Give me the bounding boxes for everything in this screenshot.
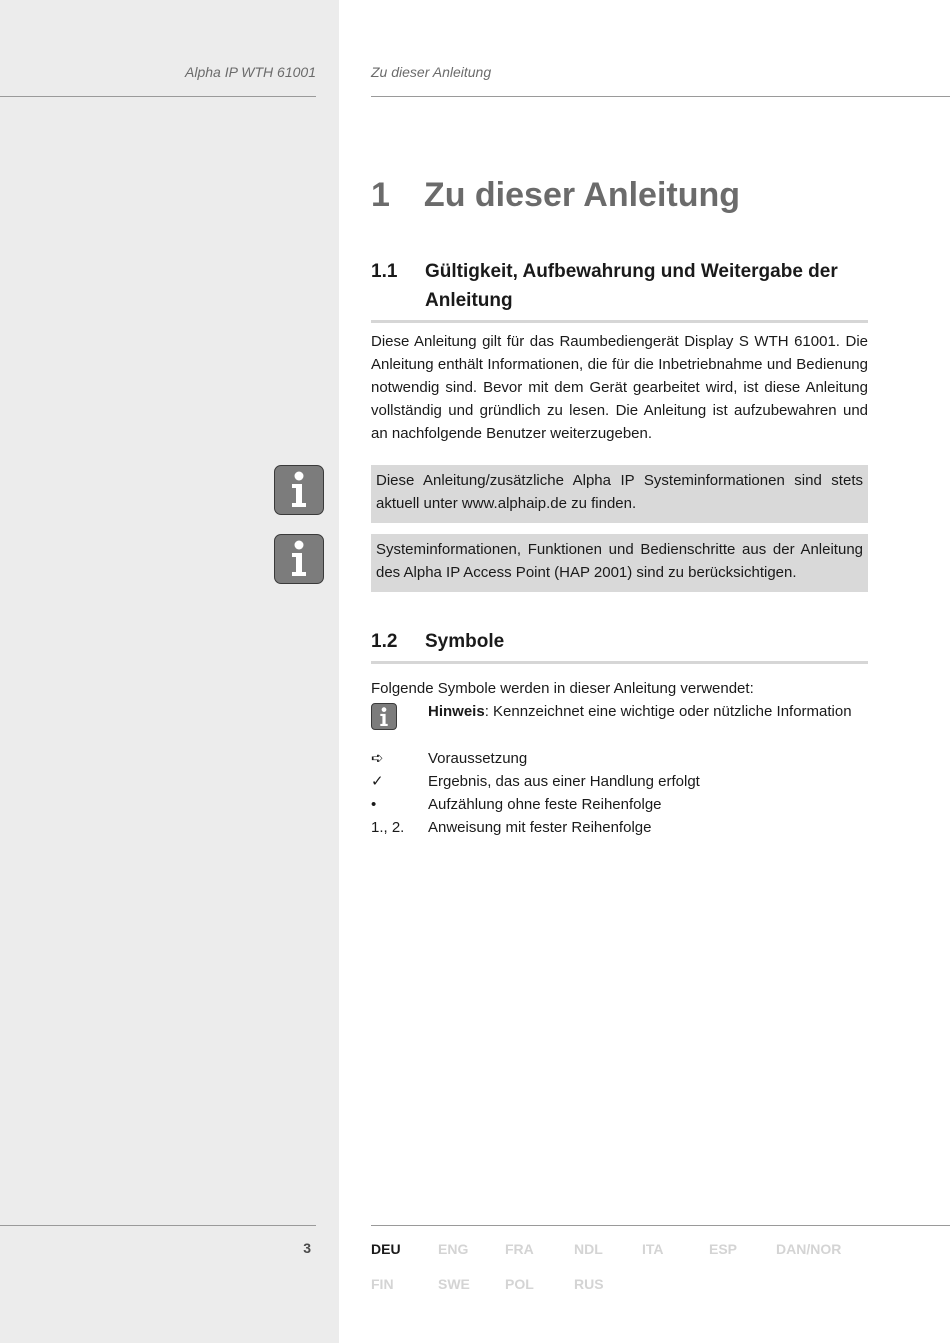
footer-rule-right xyxy=(371,1225,950,1226)
symbol-description: Ergebnis, das aus einer Handlung erfolgt xyxy=(428,773,700,790)
hint-text: : Kennzeichnet eine wichtige oder nützliche Information xyxy=(484,703,852,720)
language-tab-fra[interactable]: FRA xyxy=(505,1241,534,1257)
language-tab-esp[interactable]: ESP xyxy=(709,1241,738,1257)
note-box-website: Diese Anleitung/zusätzliche Alpha IP Systeminformationen sind stets aktuell unter www.alphaip.de zu finden. xyxy=(371,465,868,523)
section-1-2-title: Symbole xyxy=(425,631,505,652)
symbol-row xyxy=(371,747,868,770)
section-1-1-rule xyxy=(371,320,868,323)
section-1-1-number: 1.1 xyxy=(371,261,398,282)
section-1-1-body: Diese Anleitung gilt für das Raumbediengerät Display S WTH 61001. Die Anleitung enthält Informationen, die für die Inbetriebnahme und Bedienung notwendig sind. Bevor mit dem Gerät gearbeitet wird, ist diese Anleitung vollständig und gründlich zu lesen. Die Anleitung ist aufzubewahren und an nachfolgende Benutzer weiterzugeben. xyxy=(371,333,868,442)
chapter-title: Zu dieser Anleitung xyxy=(423,176,741,214)
symbols-intro: Folgende Symbole werden in dieser Anleitung verwendet: xyxy=(371,680,754,697)
section-1-2-heading xyxy=(371,627,868,656)
margin-band xyxy=(0,0,339,1343)
checkmark-icon: ✓ xyxy=(371,773,384,790)
language-tab-deu[interactable]: DEU xyxy=(371,1241,401,1257)
section-1-1-title: Gültigkeit, Aufbewahrung und Weitergabe der Anleitung xyxy=(425,261,838,311)
header-rule-right xyxy=(371,96,950,97)
symbol-description: Aufzählung ohne feste Reihenfolge xyxy=(428,796,662,813)
note-box-access-point: Systeminformationen, Funktionen und Bedienschritte aus der Anleitung des Alpha IP Access Point (HAP 2001) sind zu berücksichtigen. xyxy=(371,534,868,592)
info-icon xyxy=(274,465,324,515)
section-1-1-heading xyxy=(371,257,868,315)
header-product: Alpha IP WTH 61001 xyxy=(185,64,316,80)
language-tab-eng[interactable]: ENG xyxy=(438,1241,469,1257)
language-tab-fin[interactable]: FIN xyxy=(371,1276,394,1292)
language-tab-dan-nor[interactable]: DAN/NOR xyxy=(776,1241,842,1257)
numbering-symbol: 1., 2. xyxy=(371,819,405,836)
language-tab-ndl[interactable]: NDL xyxy=(574,1241,603,1257)
language-tab-ita[interactable]: ITA xyxy=(642,1241,664,1257)
page-number: 3 xyxy=(303,1240,311,1256)
arrow-right-icon: ➪ xyxy=(371,750,384,767)
section-1-2-number: 1.2 xyxy=(371,631,398,652)
section-1-2-rule xyxy=(371,661,868,664)
header-section: Zu dieser Anleitung xyxy=(371,64,492,80)
chapter-heading xyxy=(371,176,740,215)
header-rule-left xyxy=(0,96,316,97)
hint-label: Hinweis xyxy=(428,703,485,720)
info-icon xyxy=(274,534,324,584)
chapter-number: 1 xyxy=(371,176,390,214)
language-tab-pol[interactable]: POL xyxy=(505,1276,534,1292)
language-tab-swe[interactable]: SWE xyxy=(438,1276,470,1292)
symbol-row xyxy=(371,816,868,839)
symbol-row-hint xyxy=(371,700,868,723)
footer-rule-left xyxy=(0,1225,316,1226)
symbol-row xyxy=(371,770,868,793)
bullet-icon: • xyxy=(371,796,377,813)
symbol-description: Voraussetzung xyxy=(428,750,528,767)
symbol-description: Anweisung mit fester Reihenfolge xyxy=(428,819,652,836)
language-tab-rus[interactable]: RUS xyxy=(574,1276,604,1292)
symbol-row xyxy=(371,793,868,816)
